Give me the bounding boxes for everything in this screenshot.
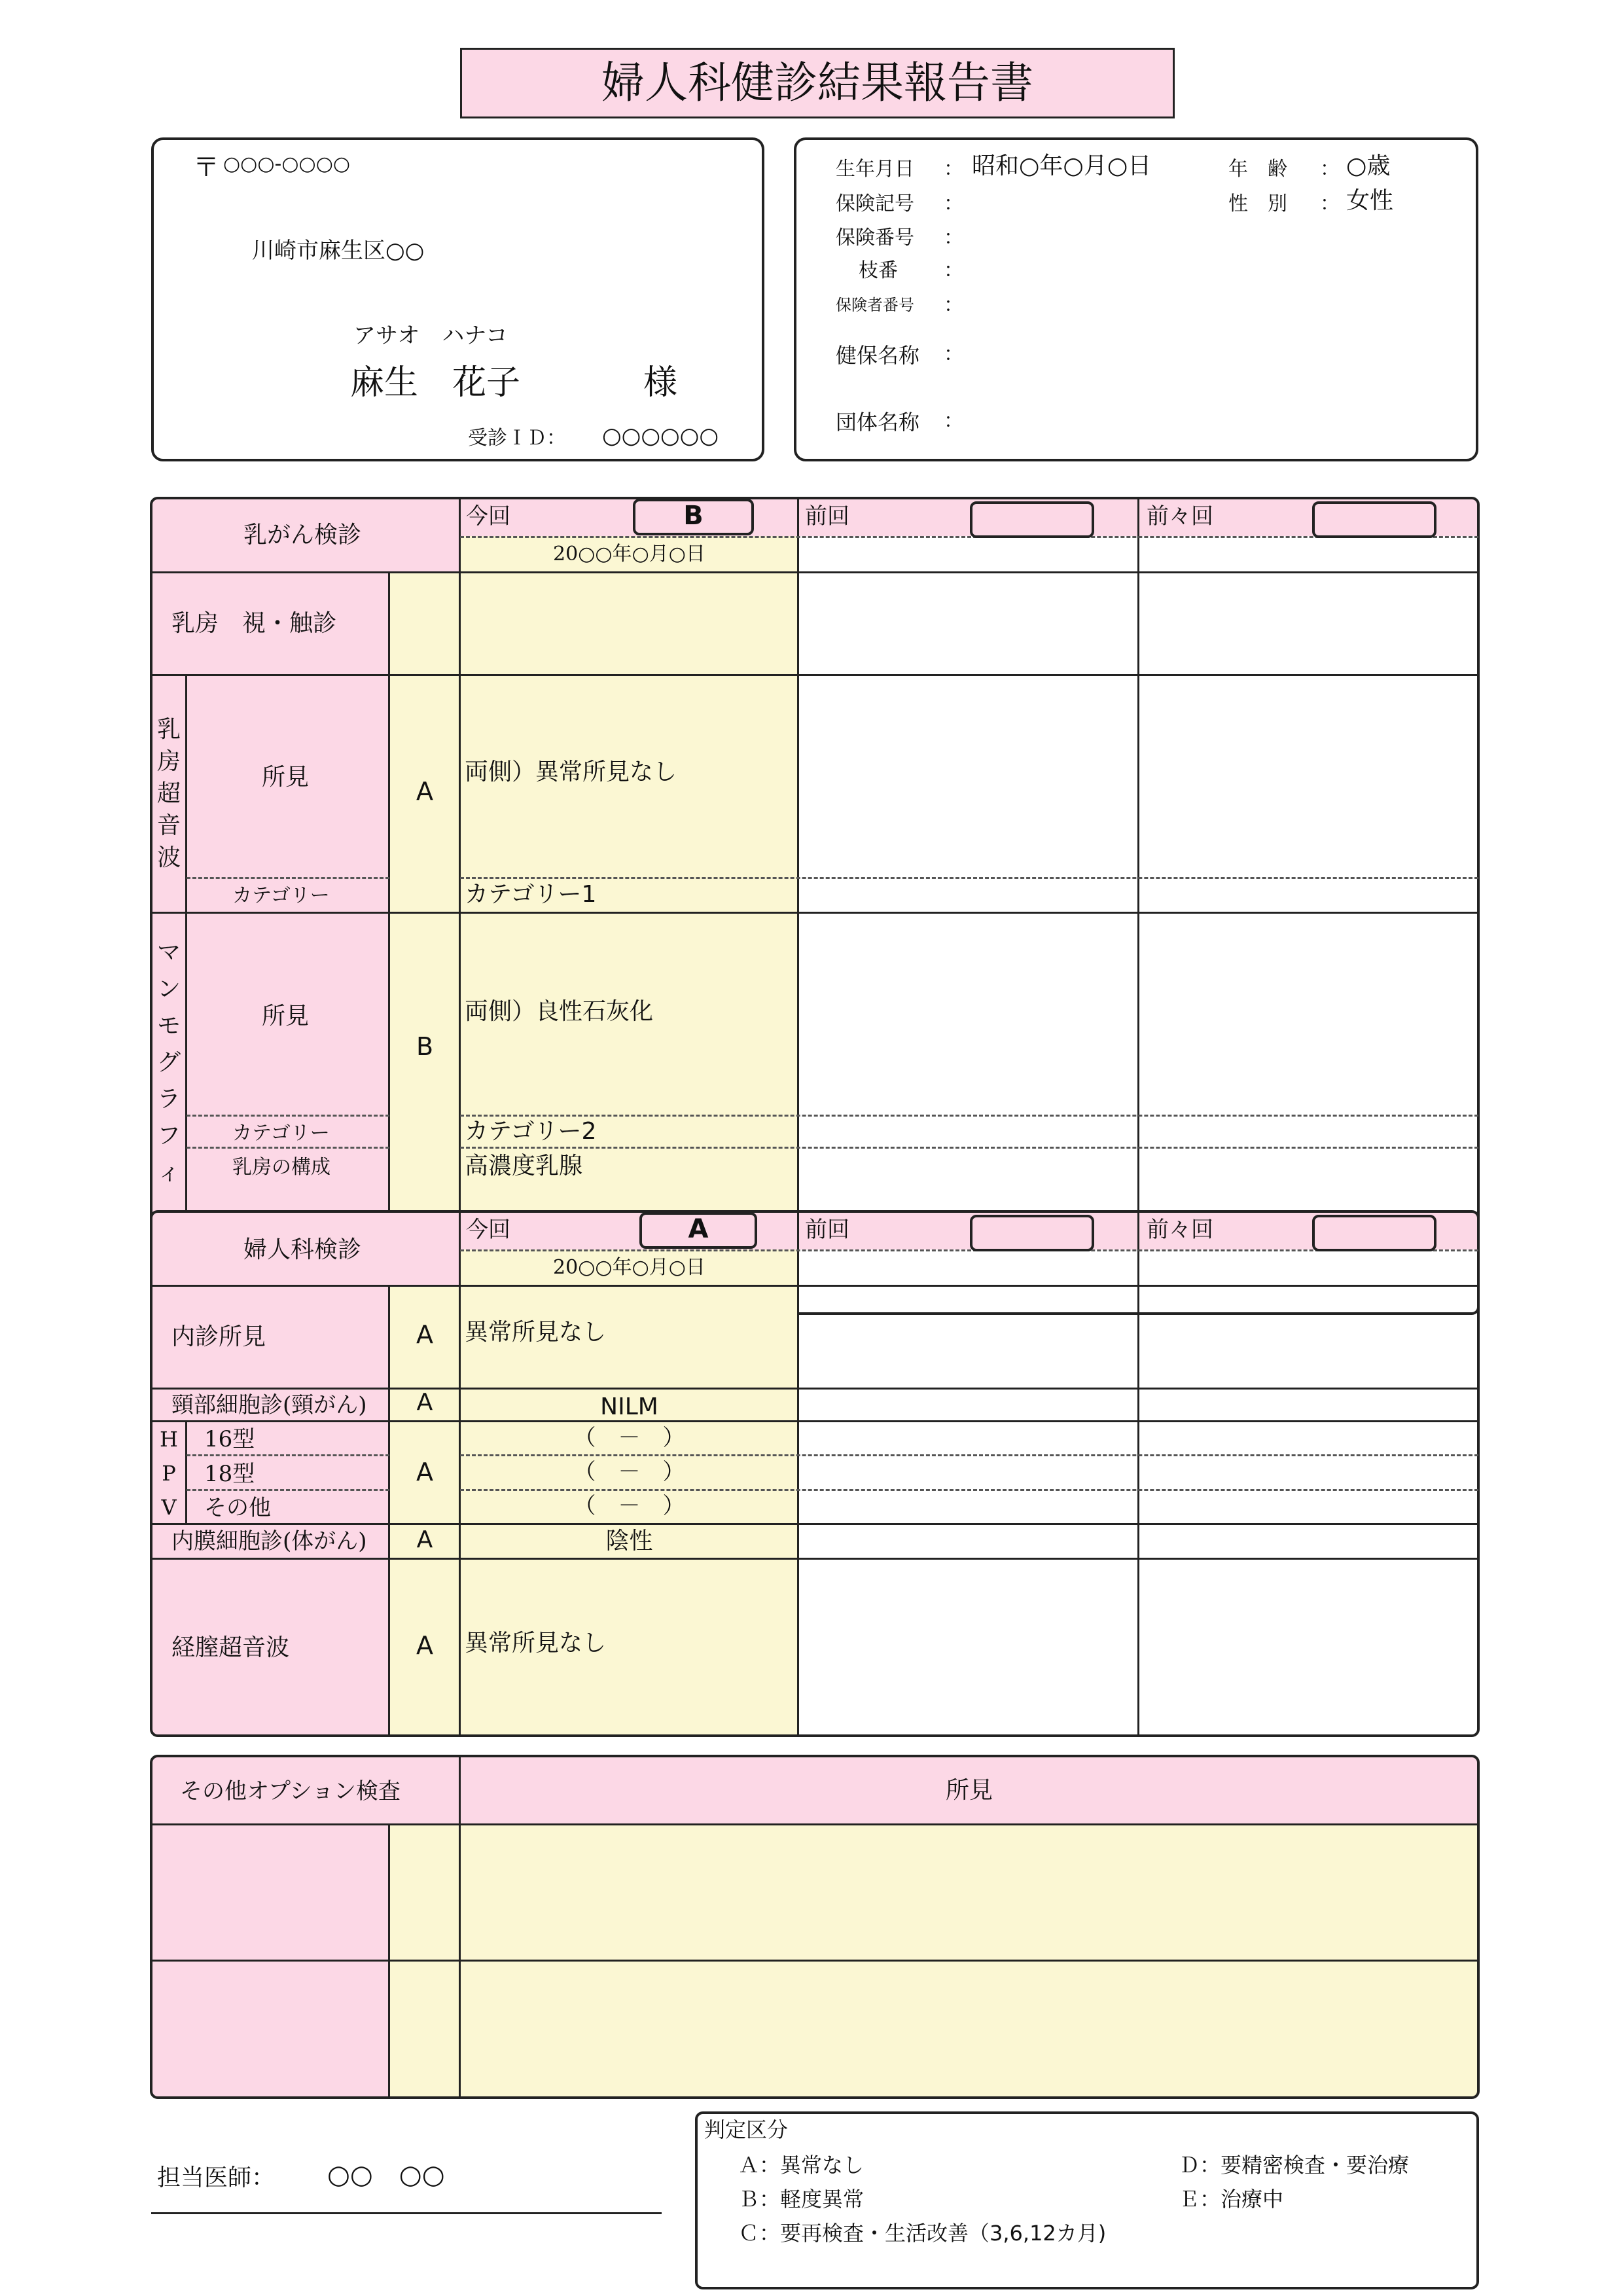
breast-date: 20○○年○月○日	[553, 543, 705, 565]
divider	[460, 1115, 1478, 1117]
gyn-col-prev2: 前々回	[1147, 1217, 1213, 1243]
divider	[460, 1454, 1478, 1456]
divider	[1137, 498, 1139, 1314]
colon: ：	[1320, 158, 1340, 181]
legend-item-e: Ｅ：治療中	[1179, 2187, 1284, 2212]
address-city: 川崎市麻生区○○	[252, 238, 425, 264]
insurance-symbol-label: 保険記号	[836, 192, 914, 215]
cervical-grade: A	[416, 1389, 433, 1416]
vchar: 乳	[156, 716, 181, 743]
hpv-letter-p: P	[162, 1461, 176, 1486]
exam-id: ○○○○○○	[602, 423, 719, 449]
divider	[187, 1489, 389, 1491]
divider	[187, 1147, 389, 1149]
mg-finding-label: 所見	[262, 1003, 310, 1030]
gyn-col-this: 今回	[466, 1217, 510, 1243]
divider	[460, 877, 1478, 879]
divider	[459, 1756, 461, 2098]
divider	[187, 1115, 389, 1117]
divider	[151, 1823, 1478, 1825]
divider	[151, 1388, 1478, 1390]
vchar: ン	[156, 976, 181, 1003]
sex-value: 女性	[1346, 187, 1394, 214]
hpv-letter-h: H	[160, 1427, 178, 1452]
internal-label: 内診所見	[171, 1323, 266, 1350]
age-value: ○歳	[1346, 152, 1391, 179]
honorific: 様	[643, 363, 678, 403]
breast-col-prev: 前回	[805, 503, 849, 529]
vchar: マ	[156, 939, 181, 966]
divider	[1137, 1211, 1139, 1736]
hpv-grade: A	[416, 1458, 433, 1486]
gyn-col-prev: 前回	[805, 1217, 849, 1243]
birthdate-value: 昭和○年○月○日	[972, 152, 1152, 179]
colon: ：	[944, 343, 963, 366]
mg-category: カテゴリー2	[465, 1118, 597, 1145]
breast-col-prev2: 前々回	[1147, 503, 1213, 529]
colon: ：	[944, 294, 963, 317]
insurance-number-label: 保険番号	[836, 226, 914, 249]
mg-category-label: カテゴリー	[232, 1122, 330, 1145]
breast-this-grade-badge: B	[633, 499, 754, 535]
colon: ：	[944, 226, 963, 249]
legend-item-d: Ｄ：要精密検査・要治療	[1179, 2153, 1410, 2178]
mg-finding: 両側）良性石灰化	[465, 998, 654, 1025]
endometrial-label: 内膜細胞診(体がん)	[171, 1528, 367, 1554]
hpv-other-label: その他	[204, 1495, 271, 1521]
us-finding-label: 所見	[262, 764, 310, 791]
vchar: 音	[156, 812, 181, 839]
tvus-finding: 異常所見なし	[465, 1630, 607, 1657]
palpation-label: 乳房 視・触診	[171, 610, 337, 637]
composition-label: 乳房の構成	[232, 1156, 330, 1179]
divider	[151, 1523, 1478, 1525]
breast-col-this: 今回	[466, 503, 510, 529]
colon: ：	[944, 158, 963, 181]
doctor-signature-line	[151, 2212, 662, 2214]
breast-prev2-grade-badge	[1312, 501, 1436, 538]
postal-mark: 〒	[193, 152, 219, 183]
divider	[388, 1286, 390, 1736]
vchar: フ	[156, 1122, 181, 1149]
vchar: 房	[156, 748, 181, 775]
divider	[459, 498, 461, 1314]
recipient-kana: アサオ ハナコ	[353, 323, 508, 349]
us-grade: A	[416, 777, 433, 806]
vchar: 波	[156, 844, 181, 871]
vchar: 超	[156, 780, 181, 807]
ultrasound-vertical-label	[152, 713, 185, 874]
vchar: モ	[156, 1013, 181, 1039]
composition: 高濃度乳腺	[465, 1153, 583, 1179]
gyn-title: 婦人科検診	[243, 1236, 362, 1263]
insurer-name-label: 健保名称	[836, 343, 920, 368]
mg-grade: B	[416, 1032, 434, 1061]
legend-box	[695, 2111, 1479, 2289]
gyn-date: 20○○年○月○日	[553, 1256, 705, 1279]
hpv-18-label: 18型	[204, 1461, 255, 1487]
legend-item-a: Ａ：異常なし	[738, 2153, 865, 2178]
divider	[388, 573, 390, 1314]
endometrial-result: 陰性	[605, 1528, 653, 1554]
gyn-border	[150, 1210, 1480, 1737]
divider	[151, 912, 1478, 914]
vchar: ラ	[156, 1086, 181, 1113]
insurer-number-label: 保険者番号	[836, 296, 914, 314]
branch-number-label: 枝番	[859, 259, 898, 282]
info-box	[794, 137, 1478, 461]
legend-item-b: Ｂ：軽度異常	[738, 2187, 865, 2212]
recipient-name: 麻生 花子	[350, 363, 521, 403]
options-finding-header: 所見	[945, 1777, 993, 1804]
cervical-result: NILM	[600, 1393, 658, 1420]
divider	[797, 498, 799, 1314]
age-label: 年 齢	[1228, 158, 1287, 181]
title-box	[460, 48, 1175, 118]
us-category-label: カテゴリー	[232, 884, 330, 907]
colon: ：	[944, 259, 963, 282]
internal-finding: 異常所見なし	[465, 1319, 607, 1346]
birthdate-label: 生年月日	[836, 158, 914, 181]
breast-prev-grade-badge	[970, 501, 1094, 538]
sex-label: 性 別	[1228, 192, 1287, 215]
divider	[151, 1285, 1478, 1287]
tvus-grade: A	[416, 1631, 433, 1660]
exam-id-label: 受診ＩＤ：	[468, 427, 566, 450]
legend-item-c: Ｃ：要再検査・生活改善（3,6,12カ月)	[738, 2221, 1107, 2246]
us-finding: 両側）異常所見なし	[465, 759, 677, 785]
divider	[460, 1489, 1478, 1491]
doctor-name: ○○ ○○	[327, 2160, 445, 2190]
address-box	[151, 137, 764, 461]
options-border	[150, 1755, 1480, 2099]
cervical-label: 頸部細胞診(頸がん)	[171, 1392, 367, 1418]
breast-title: 乳がん検診	[243, 522, 362, 548]
hpv-other-result: （ － ）	[573, 1493, 685, 1519]
hpv-16-label: 16型	[204, 1426, 255, 1452]
group-name-label: 団体名称	[836, 410, 920, 435]
divider	[460, 1147, 1478, 1149]
colon: ：	[944, 192, 963, 215]
doctor-label: 担当医師：	[157, 2164, 276, 2191]
divider	[151, 1558, 1478, 1560]
gyn-prev2-grade-badge	[1312, 1215, 1436, 1251]
page-title: 婦人科健診結果報告書	[601, 58, 1033, 108]
gyn-prev-grade-badge	[970, 1215, 1094, 1251]
divider	[151, 571, 1478, 573]
mammography-vertical-label	[152, 935, 185, 1191]
internal-grade: A	[416, 1320, 433, 1349]
endometrial-grade: A	[416, 1526, 433, 1553]
hpv-18-result: （ － ）	[573, 1459, 685, 1485]
hpv-16-result: （ － ）	[573, 1425, 685, 1451]
us-category: カテゴリー1	[465, 881, 597, 908]
vchar: グ	[156, 1049, 181, 1076]
divider	[151, 1420, 1478, 1422]
colon: ：	[944, 410, 963, 433]
divider	[151, 1960, 1478, 1962]
options-title: その他オプション検査	[180, 1778, 401, 1804]
tvus-label: 経膣超音波	[171, 1634, 290, 1661]
vchar: ィ	[156, 1159, 181, 1186]
breast-border	[150, 497, 1480, 1315]
divider	[151, 674, 1478, 676]
gyn-this-grade-badge: A	[639, 1212, 757, 1249]
colon: ：	[1320, 192, 1340, 215]
postal-code: ○○○-○○○○	[223, 152, 351, 175]
divider	[185, 1422, 187, 1524]
hpv-letter-v: V	[161, 1495, 177, 1520]
divider	[187, 1454, 389, 1456]
divider	[187, 877, 389, 879]
legend-title: 判定区分	[704, 2117, 789, 2142]
